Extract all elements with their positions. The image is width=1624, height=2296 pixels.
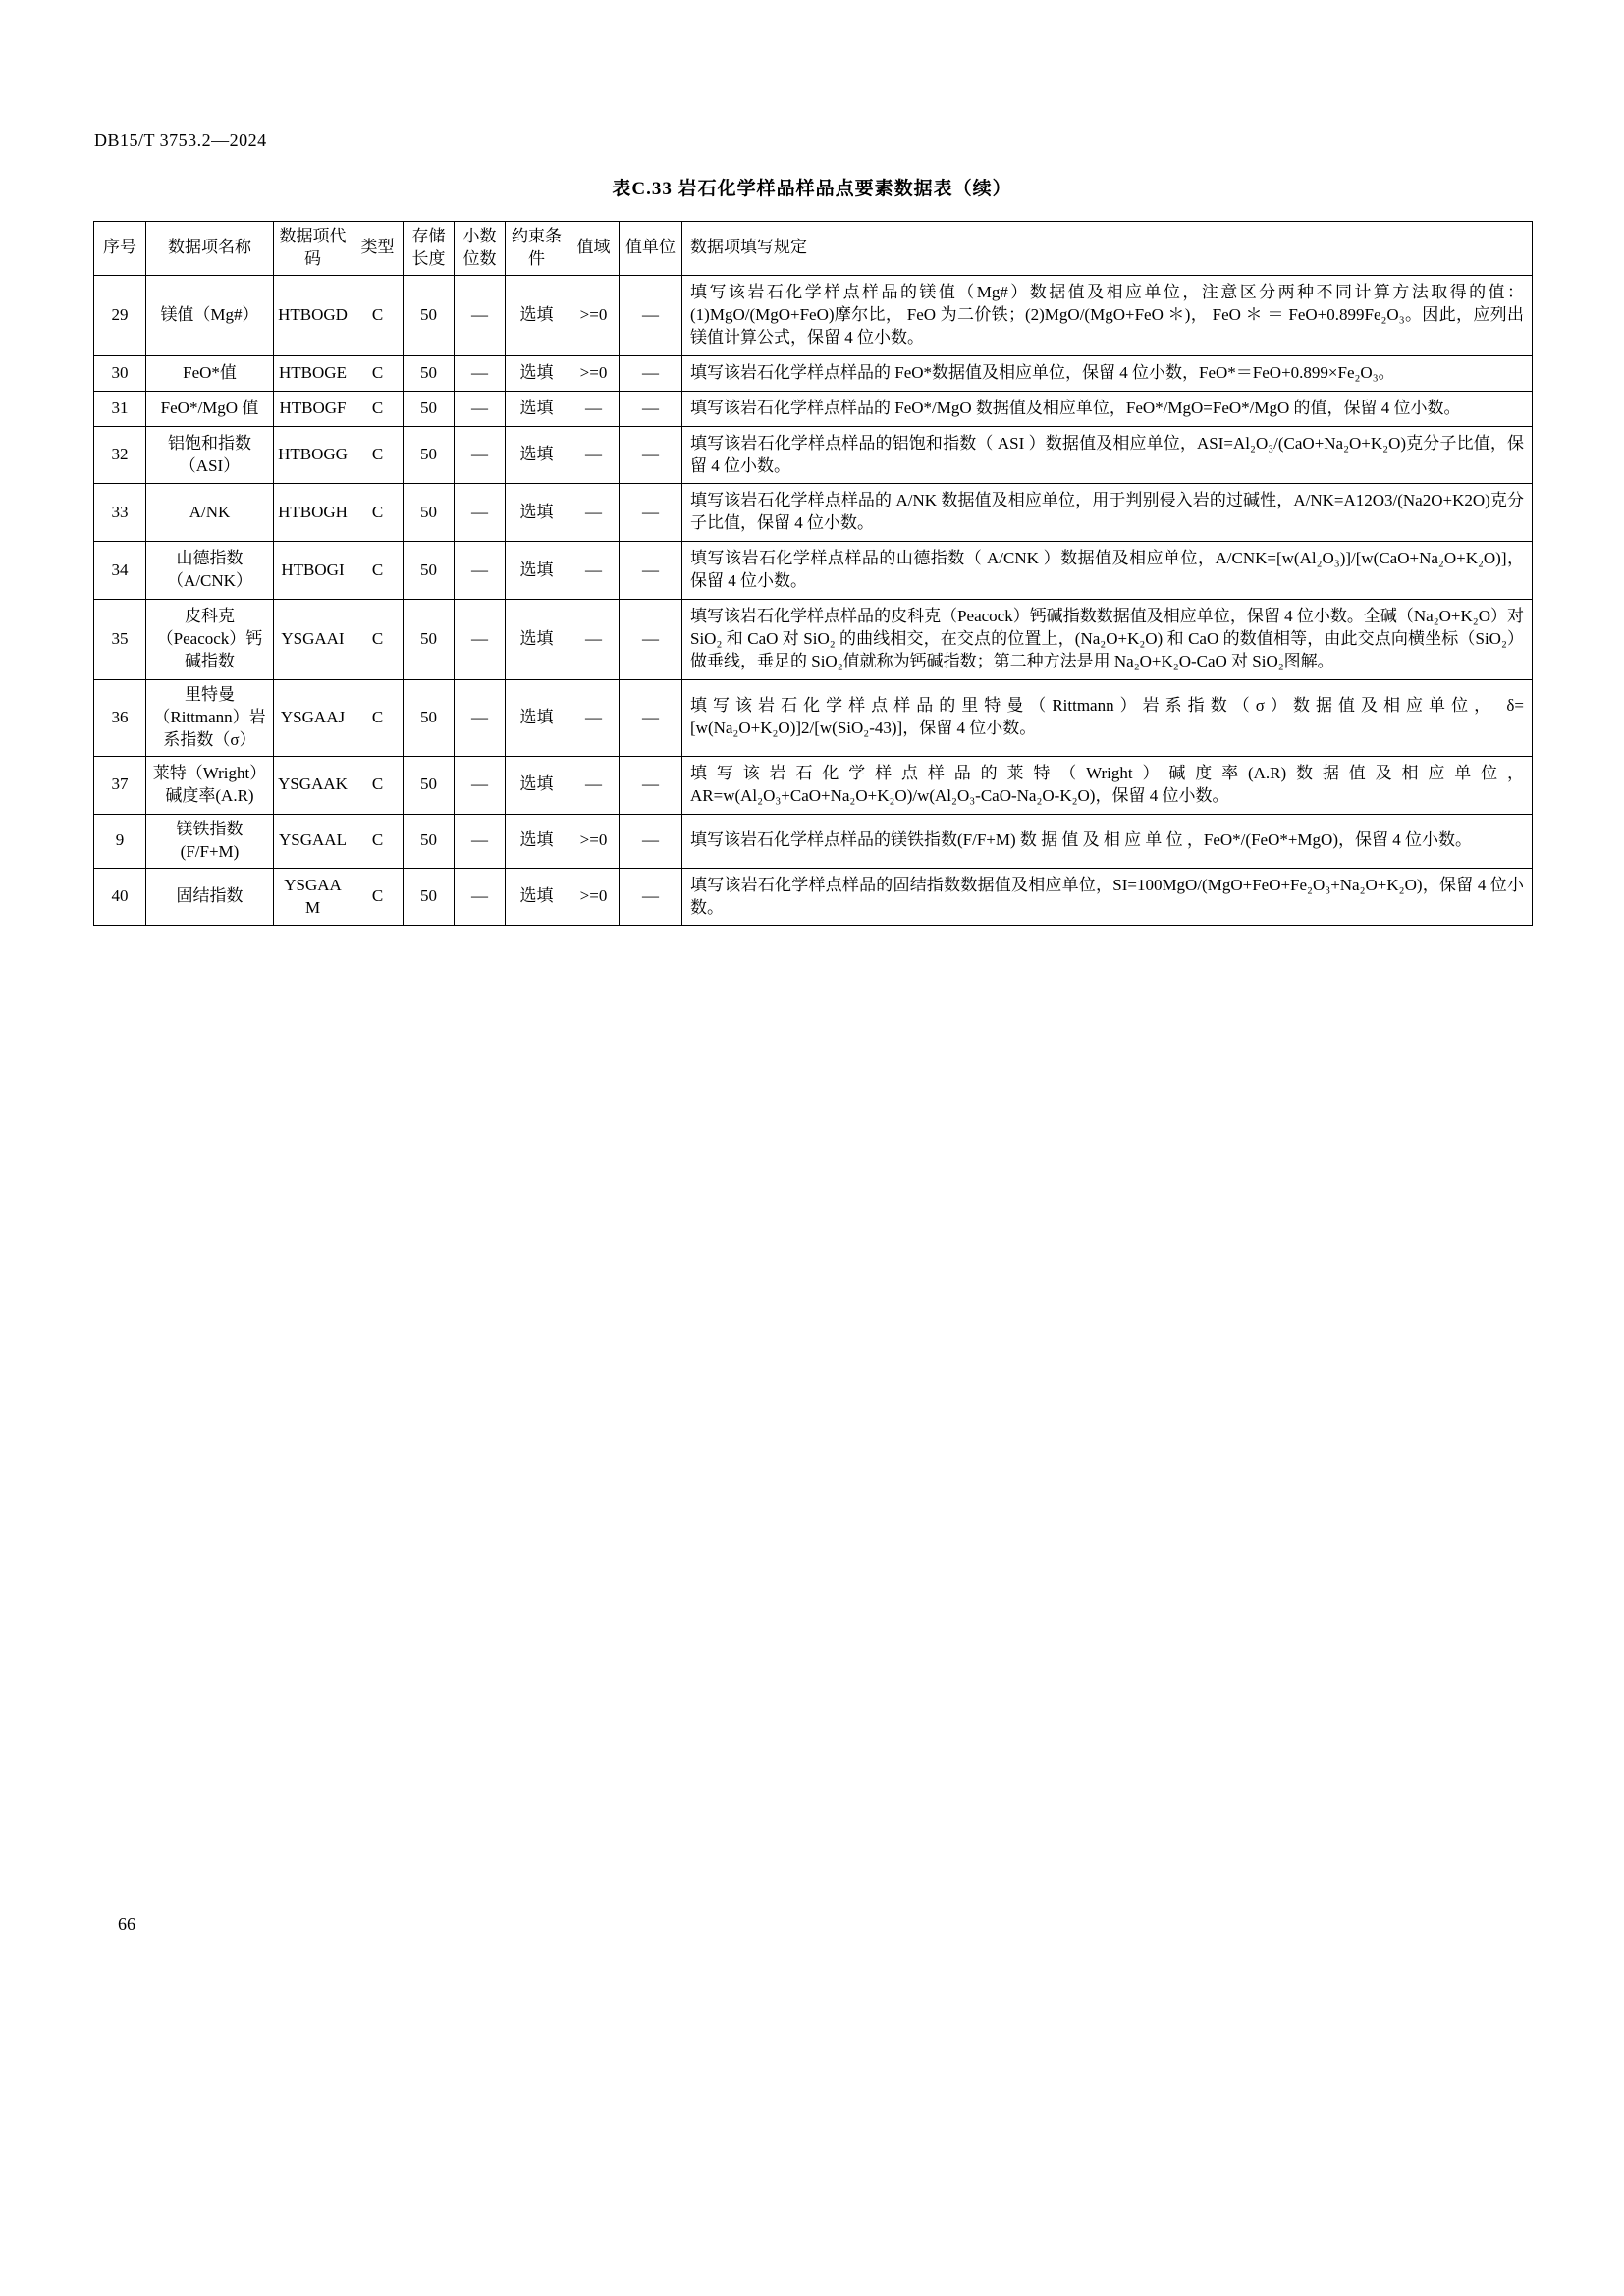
cell-range: — xyxy=(568,756,620,814)
cell-serial: 30 xyxy=(94,355,146,391)
cell-rule: 填写该岩石化学样点样品的 FeO*/MgO 数据值及相应单位，FeO*/MgO=FeO*/MgO 的值，保留 4 位小数。 xyxy=(682,391,1533,426)
cell-constraint: 选填 xyxy=(506,600,568,680)
cell-range: — xyxy=(568,426,620,484)
page-number: 66 xyxy=(118,1914,135,1934)
cell-constraint: 选填 xyxy=(506,542,568,600)
cell-code: HTBOGF xyxy=(274,391,352,426)
cell-range: >=0 xyxy=(568,814,620,868)
cell-type: C xyxy=(352,355,404,391)
cell-serial: 40 xyxy=(94,868,146,926)
cell-decimals: — xyxy=(455,814,506,868)
column-header: 数据项名称 xyxy=(146,222,274,276)
cell-serial: 36 xyxy=(94,680,146,757)
document-code: DB15/T 3753.2—2024 xyxy=(94,131,267,150)
cell-type: C xyxy=(352,600,404,680)
cell-decimals: — xyxy=(455,756,506,814)
column-header: 存储长度 xyxy=(404,222,455,276)
cell-rule: 填写该岩石化学样点样品的镁铁指数(F/F+M) 数 据 值 及 相 应 单 位 ，FeO*/(FeO*+MgO)，保留 4 位小数。 xyxy=(682,814,1533,868)
table-row xyxy=(94,275,1533,355)
cell-constraint: 选填 xyxy=(506,680,568,757)
cell-type: C xyxy=(352,484,404,542)
cell-decimals: — xyxy=(455,542,506,600)
cell-type: C xyxy=(352,542,404,600)
column-header: 小数位数 xyxy=(455,222,506,276)
table-row xyxy=(94,814,1533,868)
table-row xyxy=(94,484,1533,542)
cell-serial: 29 xyxy=(94,275,146,355)
cell-decimals: — xyxy=(455,391,506,426)
cell-name: 铝饱和指数（ASI） xyxy=(146,426,274,484)
cell-rule: 填写该岩石化学样点样品的山德指数（ A/CNK ）数据值及相应单位，A/CNK=[w(Al₂O₃)]/[w(CaO+Na₂O+K₂O)]，保留 4 位小数。 xyxy=(682,542,1533,600)
cell-range: >=0 xyxy=(568,355,620,391)
cell-decimals: — xyxy=(455,680,506,757)
cell-unit: — xyxy=(620,680,682,757)
cell-name: FeO*/MgO 值 xyxy=(146,391,274,426)
cell-length: 50 xyxy=(404,484,455,542)
cell-code: YSGAAM xyxy=(274,868,352,926)
cell-constraint: 选填 xyxy=(506,426,568,484)
cell-rule: 填写该岩石化学样点样品的皮科克（Peacock）钙碱指数数据值及相应单位，保留 4 位小数。全碱（Na₂O+K₂O）对 SiO₂ 和 CaO 对 SiO₂ 的曲线相交，在交点的位置上，(Na₂O+K₂O) 和 CaO 的数值相等，由此交点向横坐标（SiO₂）做垂线，垂足的 SiO₂值就称为钙碱指数；第二种方法是用 Na₂O+K₂O-CaO 对 SiO₂图解。 xyxy=(682,600,1533,680)
cell-length: 50 xyxy=(404,814,455,868)
cell-unit: — xyxy=(620,868,682,926)
cell-constraint: 选填 xyxy=(506,275,568,355)
cell-rule: 填写该岩石化学样点样品的固结指数数据值及相应单位，SI=100MgO/(MgO+FeO+Fe₂O₃+Na₂O+K₂O)，保留 4 位小数。 xyxy=(682,868,1533,926)
cell-name: A/NK xyxy=(146,484,274,542)
cell-range: — xyxy=(568,484,620,542)
cell-decimals: — xyxy=(455,484,506,542)
cell-constraint: 选填 xyxy=(506,756,568,814)
table-row xyxy=(94,600,1533,680)
cell-range: — xyxy=(568,542,620,600)
cell-unit: — xyxy=(620,542,682,600)
column-header: 数据项代码 xyxy=(274,222,352,276)
cell-rule: 填写该岩石化学样点样品的镁值（Mg#）数据值及相应单位，注意区分两种不同计算方法取得的值：(1)MgO/(MgO+FeO)摩尔比， FeO 为二价铁；(2)MgO/(MgO+FeO ＊)， FeO ＊ ＝ FeO+0.899Fe₂O₃。因此，应列出镁值计算公式，保留 4 位小数。 xyxy=(682,275,1533,355)
cell-length: 50 xyxy=(404,426,455,484)
cell-decimals: — xyxy=(455,275,506,355)
column-header: 值域 xyxy=(568,222,620,276)
column-header: 类型 xyxy=(352,222,404,276)
table-body xyxy=(94,275,1533,926)
table-header-row xyxy=(94,222,1533,276)
cell-code: HTBOGH xyxy=(274,484,352,542)
column-header: 约束条件 xyxy=(506,222,568,276)
cell-name: 里特曼（Rittmann）岩系指数（σ） xyxy=(146,680,274,757)
cell-code: YSGAAL xyxy=(274,814,352,868)
cell-serial: 32 xyxy=(94,426,146,484)
cell-type: C xyxy=(352,868,404,926)
cell-unit: — xyxy=(620,426,682,484)
cell-length: 50 xyxy=(404,680,455,757)
cell-type: C xyxy=(352,391,404,426)
cell-range: >=0 xyxy=(568,868,620,926)
cell-decimals: — xyxy=(455,426,506,484)
cell-range: — xyxy=(568,391,620,426)
cell-rule: 填写该岩石化学样点样品的里特曼（Rittmann）岩系指数（σ）数据值及相应单位， δ=[w(Na₂O+K₂O)]2/[w(SiO₂-43)]，保留 4 位小数。 xyxy=(682,680,1533,757)
cell-length: 50 xyxy=(404,756,455,814)
cell-unit: — xyxy=(620,484,682,542)
cell-serial: 9 xyxy=(94,814,146,868)
cell-decimals: — xyxy=(455,600,506,680)
cell-length: 50 xyxy=(404,600,455,680)
cell-name: 镁值（Mg#） xyxy=(146,275,274,355)
cell-code: YSGAAK xyxy=(274,756,352,814)
cell-unit: — xyxy=(620,814,682,868)
cell-serial: 35 xyxy=(94,600,146,680)
column-header: 值单位 xyxy=(620,222,682,276)
table-row xyxy=(94,680,1533,757)
table-row xyxy=(94,391,1533,426)
cell-range: — xyxy=(568,680,620,757)
table-row xyxy=(94,756,1533,814)
cell-name: 莱特（Wright）碱度率(A.R) xyxy=(146,756,274,814)
cell-decimals: — xyxy=(455,355,506,391)
cell-code: HTBOGG xyxy=(274,426,352,484)
cell-name: 镁铁指数(F/F+M) xyxy=(146,814,274,868)
cell-length: 50 xyxy=(404,868,455,926)
column-header: 数据项填写规定 xyxy=(682,222,1533,276)
cell-type: C xyxy=(352,814,404,868)
cell-constraint: 选填 xyxy=(506,814,568,868)
cell-rule: 填写该岩石化学样点样品的铝饱和指数（ ASI ）数据值及相应单位，ASI=Al₂O₃/(CaO+Na₂O+K₂O)克分子比值，保留 4 位小数。 xyxy=(682,426,1533,484)
cell-code: HTBOGD xyxy=(274,275,352,355)
cell-range: — xyxy=(568,600,620,680)
cell-length: 50 xyxy=(404,391,455,426)
cell-type: C xyxy=(352,680,404,757)
cell-serial: 33 xyxy=(94,484,146,542)
cell-code: YSGAAI xyxy=(274,600,352,680)
cell-type: C xyxy=(352,275,404,355)
table-row xyxy=(94,542,1533,600)
cell-unit: — xyxy=(620,275,682,355)
cell-constraint: 选填 xyxy=(506,355,568,391)
cell-length: 50 xyxy=(404,542,455,600)
cell-code: YSGAAJ xyxy=(274,680,352,757)
data-table xyxy=(93,221,1533,926)
cell-unit: — xyxy=(620,355,682,391)
cell-name: 固结指数 xyxy=(146,868,274,926)
cell-range: >=0 xyxy=(568,275,620,355)
table-row xyxy=(94,355,1533,391)
cell-rule: 填写该岩石化学样点样品的莱特（Wright）碱度率(A.R)数据值及相应单位，AR=w(Al₂O₃+CaO+Na₂O+K₂O)/w(Al₂O₃-CaO-Na₂O-K₂O)，保留 4 位小数。 xyxy=(682,756,1533,814)
cell-unit: — xyxy=(620,391,682,426)
cell-rule: 填写该岩石化学样点样品的 A/NK 数据值及相应单位，用于判别侵入岩的过碱性，A/NK=A12O3/(Na2O+K2O)克分子比值，保留 4 位小数。 xyxy=(682,484,1533,542)
cell-name: FeO*值 xyxy=(146,355,274,391)
cell-decimals: — xyxy=(455,868,506,926)
cell-constraint: 选填 xyxy=(506,391,568,426)
table-title: 表C.33 岩石化学样品样品点要素数据表（续） xyxy=(612,179,1012,199)
cell-serial: 37 xyxy=(94,756,146,814)
cell-serial: 34 xyxy=(94,542,146,600)
cell-rule: 填写该岩石化学样点样品的 FeO*数据值及相应单位，保留 4 位小数，FeO*＝FeO+0.899×Fe₂O₃。 xyxy=(682,355,1533,391)
table-row xyxy=(94,426,1533,484)
column-header: 序号 xyxy=(94,222,146,276)
cell-length: 50 xyxy=(404,275,455,355)
cell-type: C xyxy=(352,756,404,814)
cell-constraint: 选填 xyxy=(506,868,568,926)
cell-name: 皮科克（Peacock）钙碱指数 xyxy=(146,600,274,680)
cell-type: C xyxy=(352,426,404,484)
cell-code: HTBOGE xyxy=(274,355,352,391)
cell-length: 50 xyxy=(404,355,455,391)
cell-code: HTBOGI xyxy=(274,542,352,600)
cell-constraint: 选填 xyxy=(506,484,568,542)
cell-unit: — xyxy=(620,756,682,814)
cell-serial: 31 xyxy=(94,391,146,426)
cell-unit: — xyxy=(620,600,682,680)
table-row xyxy=(94,868,1533,926)
cell-name: 山德指数（A/CNK） xyxy=(146,542,274,600)
